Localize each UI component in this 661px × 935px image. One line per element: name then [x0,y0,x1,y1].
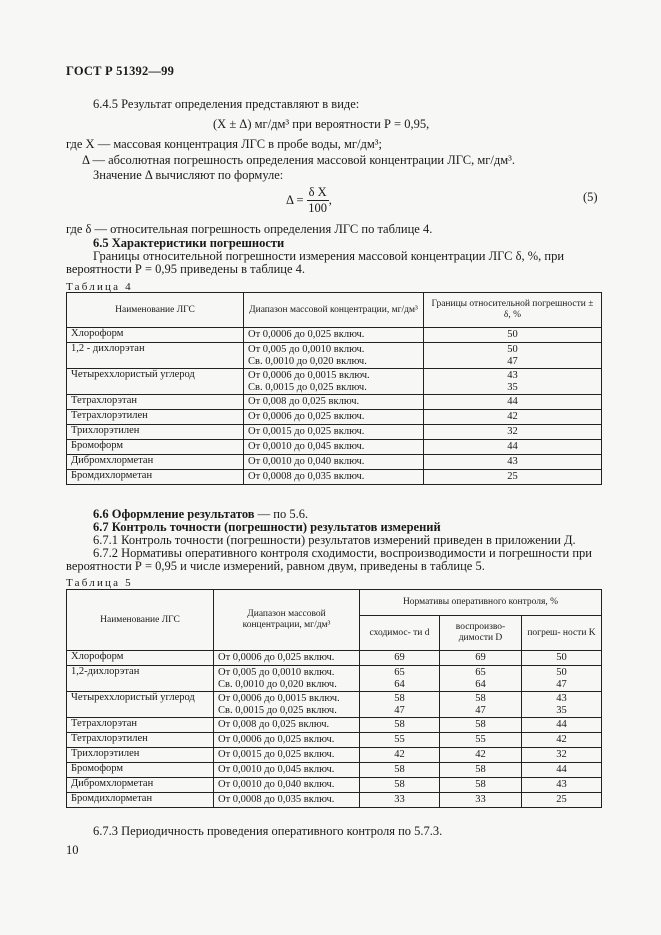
section-6-5-text-2: вероятности Р = 0,95 приведены в таблице 4. [66,262,306,276]
table-5 [66,589,602,808]
delta-definition: Δ — абсолютная погрешность определения массовой концентрации ЛГС, мг/дм³. [82,153,516,167]
table-row [67,763,602,778]
section-6-5-title: 6.5 Характеристики погрешности [93,236,285,250]
cell-name: Дибромхлорметан [67,778,214,793]
para-6-7-2-b: вероятности Р = 0,95 и числе измерений, равном двум, приведены в таблице 5. [66,559,485,573]
cell-d-repro: 58 [440,718,522,733]
table-row [67,343,602,369]
calc-intro: Значение Δ вычисляют по формуле: [93,168,284,182]
cell-name: Тетрахлорэтилен [67,733,214,748]
cell-range: От 0,0008 до 0,035 включ. [244,470,424,485]
cell-name: Бромдихлорметан [67,470,244,485]
table-row [67,733,602,748]
cell-error: 25 [424,470,602,485]
cell-d-repro: 55 [440,733,522,748]
table-4-caption-word: Таблица [66,281,121,293]
table-row [67,470,602,485]
cell-k [522,666,602,692]
table-5-header-D: воспроизво- димости D [440,616,522,651]
cell-range: От 0,0015 до 0,025 включ. [214,748,360,763]
value-d-line-1: 65 [394,666,405,678]
table-row [67,718,602,733]
table-4-header-range: Диапазон массовой концентрации, мг/дм³ [244,293,424,328]
value-D-line-1: 65 [475,666,486,678]
section-6-5-text-1: Границы относительной погрешности измерения массовой концентрации ЛГС δ, %, при [93,249,565,263]
document-header: ГОСТ Р 51392—99 [66,64,175,78]
cell-d-repro: 42 [440,748,522,763]
table-4 [66,292,602,485]
cell-name: Трихлорэтилен [67,748,214,763]
cell-range [244,343,424,369]
table-row [67,748,602,763]
table-row [67,651,602,666]
cell-d-repro [440,692,522,718]
value-D-line-2: 47 [475,704,486,716]
cell-error: 43 [424,455,602,470]
equation-fraction [307,185,329,216]
range-line-2: Св. 0,0015 до 0,025 включ. [248,381,367,393]
cell-name: Дибромхлорметан [67,455,244,470]
cell-name: Тетрахлорэтан [67,718,214,733]
range-line-1: От 0,0006 до 0,0015 включ. [248,369,370,381]
cell-range: От 0,0010 до 0,045 включ. [244,440,424,455]
value-D-line-1: 58 [475,692,486,704]
table-5-caption [66,577,131,589]
table-row [67,666,602,692]
value-d-line-2: 47 [394,704,405,716]
cell-d [360,692,440,718]
para-6-7-1: 6.7.1 Контроль точности (погрешности) результатов измерений приведен в приложении Д. [93,533,576,547]
cell-range: От 0,0010 до 0,040 включ. [244,455,424,470]
table-5-header-range: Диапазон массовой концентрации, мг/дм³ [214,590,360,651]
cell-d-repro: 33 [440,793,522,808]
cell-range: От 0,0015 до 0,025 включ. [244,425,424,440]
value-d-line-2: 64 [394,678,405,690]
table-row [67,692,602,718]
cell-d-repro: 58 [440,778,522,793]
value-d-line-1: 58 [394,692,405,704]
cell-name: Хлороформ [67,328,244,343]
cell-k: 50 [522,651,602,666]
value-K-line-2: 35 [556,704,567,716]
cell-error: 44 [424,440,602,455]
section-6-6-title: 6.6 Оформление результатов [93,507,255,521]
cell-range: От 0,0010 до 0,045 включ. [214,763,360,778]
range-line-2: Св. 0,0010 до 0,020 включ. [218,678,337,690]
cell-name: Четыреххлористый углерод [67,692,214,718]
range-line-2: Св. 0,0015 до 0,025 включ. [218,704,337,716]
value-line-1: 50 [507,343,518,355]
table-row [67,328,602,343]
table-4-header-name: Наименование ЛГС [67,293,244,328]
range-line-2: Св. 0,0010 до 0,020 включ. [248,355,367,367]
cell-d-repro: 58 [440,763,522,778]
table-row [67,455,602,470]
cell-k: 25 [522,793,602,808]
range-line-1: От 0,005 до 0,0010 включ. [218,666,335,678]
cell-name: Бромдихлорметан [67,793,214,808]
table-5-header-K: погреш- ности K [522,616,602,651]
cell-d-repro [440,666,522,692]
value-line-2: 35 [507,381,518,393]
cell-d: 55 [360,733,440,748]
cell-name: 1,2 - дихлорэтан [67,343,244,369]
para-6-7-3: 6.7.3 Периодичность проведения оперативного контроля по 5.7.3. [93,824,443,838]
cell-range [244,369,424,395]
where-delta: где δ — относительная погрешность определения ЛГС по таблице 4. [66,222,433,236]
section-6-6-rest: — по 5.6. [254,507,309,521]
cell-d: 69 [360,651,440,666]
para-6-4-5: 6.4.5 Результат определения представляют в виде: [93,97,360,111]
table-row [67,440,602,455]
equation-number: (5) [583,190,598,204]
cell-range: От 0,0008 до 0,035 включ. [214,793,360,808]
cell-name: Тетрахлорэтан [67,395,244,410]
cell-error: 42 [424,410,602,425]
table-4-caption-number: 4 [125,281,131,293]
cell-range: От 0,0006 до 0,025 включ. [244,410,424,425]
cell-d: 33 [360,793,440,808]
table-4-header-error: Границы относительной погрешности ± δ, % [424,293,602,328]
equation-lhs: Δ = [286,193,304,207]
table-5-header-name: Наименование ЛГС [67,590,214,651]
cell-d: 58 [360,718,440,733]
cell-d: 58 [360,763,440,778]
section-6-7-title: 6.7 Контроль точности (погрешности) результатов измерений [93,520,441,534]
cell-range: От 0,0006 до 0,025 включ. [214,733,360,748]
cell-k: 42 [522,733,602,748]
value-K-line-1: 50 [556,666,567,678]
cell-d: 58 [360,778,440,793]
cell-k: 44 [522,763,602,778]
where-x: где X — массовая концентрация ЛГС в пробе воды, мг/дм³; [66,137,382,151]
cell-name: Тетрахлорэтилен [67,410,244,425]
cell-d-repro: 69 [440,651,522,666]
equation-comma: , [328,193,332,207]
value-D-line-2: 64 [475,678,486,690]
table-5-header-group: Нормативы оперативного контроля, % [360,590,602,616]
cell-name: Бромоформ [67,763,214,778]
table-row [67,369,602,395]
range-line-1: От 0,0006 до 0,0015 включ. [218,692,340,704]
table-5-caption-word: Таблица [66,577,121,589]
table-row [67,778,602,793]
cell-range: От 0,008 до 0,025 включ. [214,718,360,733]
table-row [67,410,602,425]
cell-range [214,666,360,692]
cell-k: 32 [522,748,602,763]
table-row [67,793,602,808]
cell-error: 44 [424,395,602,410]
cell-name: Четыреххлористый углерод [67,369,244,395]
value-K-line-1: 43 [556,692,567,704]
cell-name: 1,2-дихлорэтан [67,666,214,692]
equation-numerator: δ X [308,185,327,199]
cell-k [522,692,602,718]
cell-range: От 0,0006 до 0,025 включ. [244,328,424,343]
page-number: 10 [66,843,79,857]
table-row [67,395,602,410]
cell-range: От 0,0010 до 0,040 включ. [214,778,360,793]
value-K-line-2: 47 [556,678,567,690]
cell-d: 42 [360,748,440,763]
value-line-1: 43 [507,369,518,381]
table-5-header-d: сходимос- ти d [360,616,440,651]
cell-name: Хлороформ [67,651,214,666]
cell-range: От 0,008 до 0,025 включ. [244,395,424,410]
table-5-caption-number: 5 [125,577,131,589]
value-line-2: 47 [507,355,518,367]
cell-k: 44 [522,718,602,733]
cell-d [360,666,440,692]
cell-range [214,692,360,718]
cell-name: Бромоформ [67,440,244,455]
cell-error: 32 [424,425,602,440]
cell-k: 43 [522,778,602,793]
cell-range: От 0,0006 до 0,025 включ. [214,651,360,666]
table-row [67,425,602,440]
cell-error: 50 [424,328,602,343]
cell-error [424,369,602,395]
cell-error [424,343,602,369]
para-6-7-2-a: 6.7.2 Нормативы оперативного контроля сходимости, воспроизводимости и погрешности при [93,546,592,560]
result-formula: (X ± Δ) мг/дм³ при вероятности Р = 0,95, [213,117,430,131]
equation-5 [286,185,332,216]
equation-denominator: 100 [308,201,328,215]
cell-name: Трихлорэтилен [67,425,244,440]
range-line-1: От 0,005 до 0,0010 включ. [248,343,365,355]
